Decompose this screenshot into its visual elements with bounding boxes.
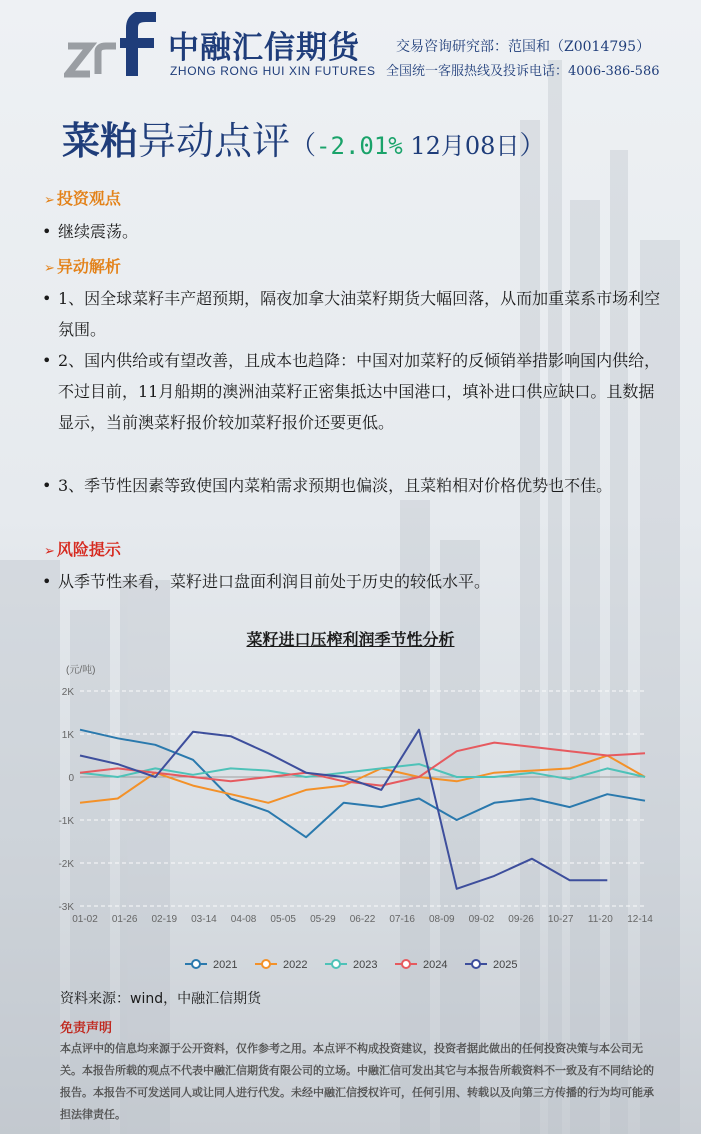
analyst-contact: 交易咨询研究部：范国和（Z0014795） xyxy=(396,39,651,55)
title-subject: 异动点评 xyxy=(138,119,291,163)
arrow-icon: ➢ xyxy=(44,261,55,276)
legend-label: 2025 xyxy=(493,959,518,971)
x-tick-label: 08-09 xyxy=(428,914,455,925)
y-axis-unit: (元/吨) xyxy=(66,665,96,676)
title-paren-close: ） xyxy=(519,131,546,161)
page-title xyxy=(62,110,545,166)
x-tick-label: 11-20 xyxy=(587,914,613,925)
y-tick-label: -1K xyxy=(58,816,74,827)
legend-label: 2021 xyxy=(213,959,238,971)
legend-marker xyxy=(402,960,410,968)
y-tick-label: 0 xyxy=(68,773,74,784)
bullet-icon: • xyxy=(42,351,52,370)
section-heading-risk: ➢ 风险提示 xyxy=(44,540,121,559)
bullet-icon: • xyxy=(42,289,52,308)
title-paren-open: （ xyxy=(290,131,317,161)
section-heading-view: ➢ 投资观点 xyxy=(44,189,121,208)
x-tick-label: 01-26 xyxy=(111,914,138,925)
arrow-icon: ➢ xyxy=(44,193,55,208)
arrow-icon: ➢ xyxy=(44,544,55,559)
legend-label: 2023 xyxy=(353,959,378,971)
bullet-icon: • xyxy=(42,222,52,241)
company-name-en: ZHONG RONG HUI XIN FUTURES xyxy=(170,64,376,78)
title-date: 12月08日 xyxy=(402,132,520,160)
x-tick-label: 02-19 xyxy=(151,914,178,925)
company-logo-icon xyxy=(64,12,160,78)
y-tick-label: -3K xyxy=(58,902,74,913)
price-change: -2.01% xyxy=(316,132,403,160)
chart-title: 菜籽进口压榨利润季节性分析 xyxy=(246,630,455,649)
x-tick-label: 09-02 xyxy=(468,914,495,925)
list-item: • 1、因全球菜籽丰产超预期，隔夜加拿大油菜籽期货大幅回落，从而加重菜系市场利空氛围。 xyxy=(42,283,662,345)
bullet-icon: • xyxy=(42,476,52,495)
company-name-cn: 中融汇信期货 xyxy=(168,30,360,66)
x-tick-label: 12-14 xyxy=(627,914,653,925)
hotline-contact: 全国统一客服热线及投诉电话：4006-386-586 xyxy=(386,64,660,79)
legend-marker xyxy=(262,960,270,968)
data-source: 资料来源：wind，中融汇信期货 xyxy=(60,991,262,1007)
x-tick-label: 01-02 xyxy=(72,914,98,925)
y-tick-label: -2K xyxy=(58,859,74,870)
list-item: • 从季节性来看，菜籽进口盘面利润目前处于历史的较低水平。 xyxy=(42,566,662,597)
x-tick-label: 06-22 xyxy=(349,914,376,925)
x-tick-label: 10-27 xyxy=(547,914,574,925)
legend-label: 2024 xyxy=(423,959,448,971)
y-tick-label: 1K xyxy=(61,730,74,741)
x-tick-label: 07-16 xyxy=(389,914,415,925)
series-line-2025 xyxy=(80,730,607,889)
bullet-icon: • xyxy=(42,572,52,591)
legend-marker xyxy=(332,960,340,968)
title-product: 菜粕 xyxy=(62,119,139,163)
x-tick-label: 03-14 xyxy=(191,914,217,925)
list-item: • 继续震荡。 xyxy=(42,216,662,247)
legend-marker xyxy=(192,960,200,968)
legend-marker xyxy=(472,960,480,968)
x-tick-label: 09-26 xyxy=(508,914,534,925)
disclaimer-text: 本点评中的信息均来源于公开资料，仅作参考之用。本点评不构成投资建议，投资者据此做出的任何投资决策与本公司无关。本报告所载的观点不代表中融汇信期货有限公司的立场。中融汇信可发出其它与本报告所载资料不一致及有不同结论的报告。本报告不可发送同人或让同人进行代发。未经中融汇信授权许可，任何引用、转载以及向第三方传播的行为均可能承担法律责任。 xyxy=(60,1042,654,1121)
x-tick-label: 05-29 xyxy=(310,914,336,925)
series-line-2022 xyxy=(80,756,645,803)
list-item: • 3、季节性因素等致使国内菜粕需求预期也偏淡，且菜粕相对价格优势也不佳。 xyxy=(42,470,662,501)
y-tick-label: 2K xyxy=(61,687,74,698)
legend-label: 2022 xyxy=(283,959,308,971)
disclaimer-title: 免责声明 xyxy=(60,1021,113,1036)
seasonal-profit-chart xyxy=(40,655,670,980)
section-heading-analysis: ➢ 异动解析 xyxy=(44,257,121,276)
x-tick-label: 04-08 xyxy=(230,914,257,925)
list-item: • 2、国内供给或有望改善，且成本也趋降：中国对加菜籽的反倾销举措影响国内供给，不过目前，11月船期的澳洲油菜籽正密集抵达中国港口，填补进口供应缺口。且数据显示，当前澳菜籽报价较加菜籽报价还要更低。 xyxy=(42,345,662,438)
x-tick-label: 05-05 xyxy=(270,914,297,925)
header xyxy=(0,0,701,100)
